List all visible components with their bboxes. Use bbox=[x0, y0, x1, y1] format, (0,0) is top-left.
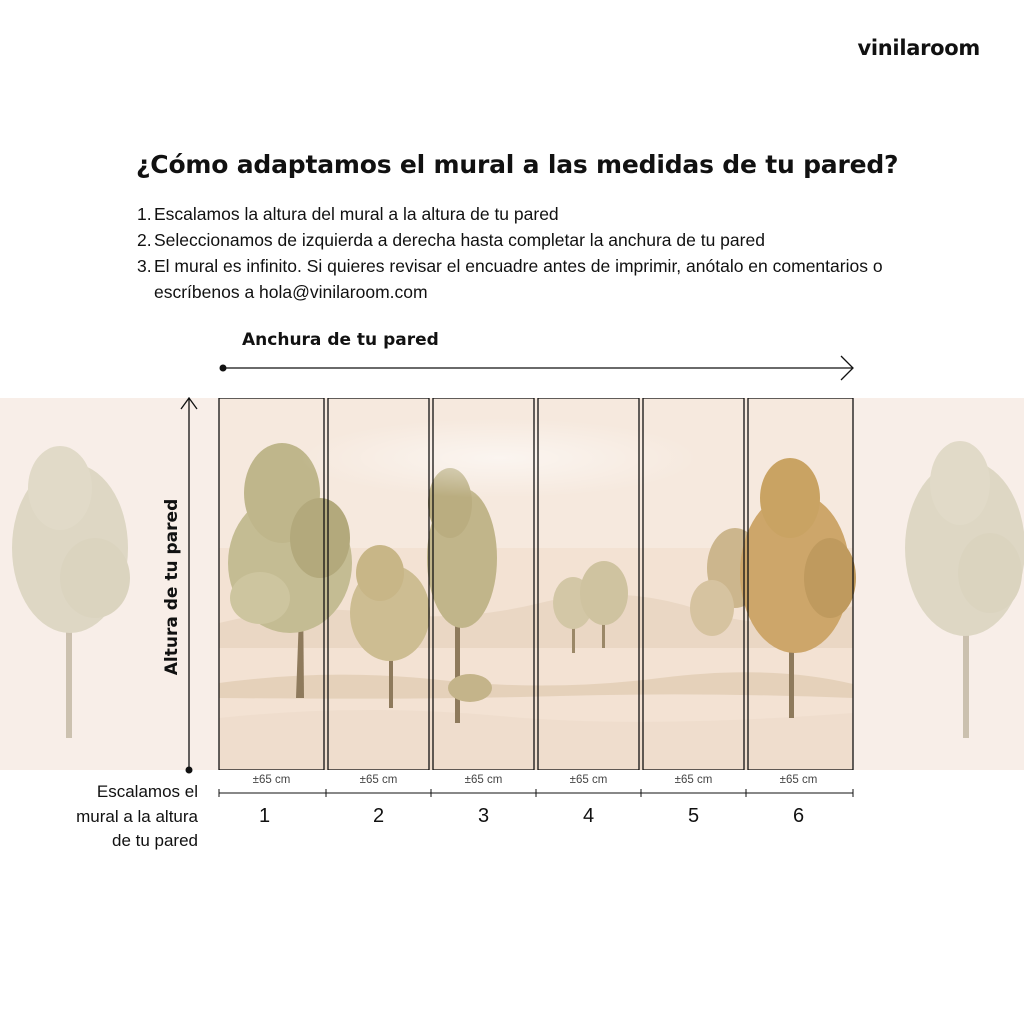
panel-number: 1 bbox=[258, 805, 271, 827]
step-item bbox=[137, 253, 897, 305]
steps-list bbox=[137, 201, 897, 305]
step-text: Seleccionamos de izquierda a derecha hasta completar la anchura de tu pared bbox=[154, 230, 765, 250]
panel-size: ±65 cm bbox=[674, 774, 713, 786]
panel-size: ±65 cm bbox=[252, 774, 291, 786]
scale-note: Escalamos el mural a la altura de tu pared bbox=[76, 782, 198, 850]
panel-size: ±65 cm bbox=[569, 774, 608, 786]
panel-number: 3 bbox=[477, 805, 490, 827]
page-title: ¿Cómo adaptamos el mural a las medidas de tu pared? bbox=[136, 150, 899, 179]
step-item bbox=[137, 201, 897, 227]
panel-size: ±65 cm bbox=[779, 774, 818, 786]
panel-number: 5 bbox=[687, 805, 700, 827]
step-number: 3. bbox=[137, 256, 152, 276]
height-label: Altura de tu pared bbox=[162, 498, 182, 676]
mural-illustration bbox=[0, 398, 1024, 770]
panel-number: 6 bbox=[792, 805, 805, 827]
step-text: Escalamos la altura del mural a la altura de tu pared bbox=[154, 204, 559, 224]
width-label: Anchura de tu pared bbox=[242, 330, 439, 350]
panel-size: ±65 cm bbox=[359, 774, 398, 786]
panel-number: 2 bbox=[372, 805, 385, 827]
brand-logo: vinilaroom bbox=[857, 36, 980, 60]
step-text: El mural es infinito. Si quieres revisar el encuadre antes de imprimir, anótalo en comentarios o escríbenos a hola@vinilaroom.com bbox=[154, 256, 883, 302]
step-number: 2. bbox=[137, 230, 152, 250]
step-item bbox=[137, 227, 897, 253]
step-number: 1. bbox=[137, 204, 152, 224]
width-arrow bbox=[220, 356, 854, 380]
panel-number: 4 bbox=[582, 805, 595, 827]
panel-width-ruler bbox=[219, 789, 853, 797]
panel-size: ±65 cm bbox=[464, 774, 503, 786]
